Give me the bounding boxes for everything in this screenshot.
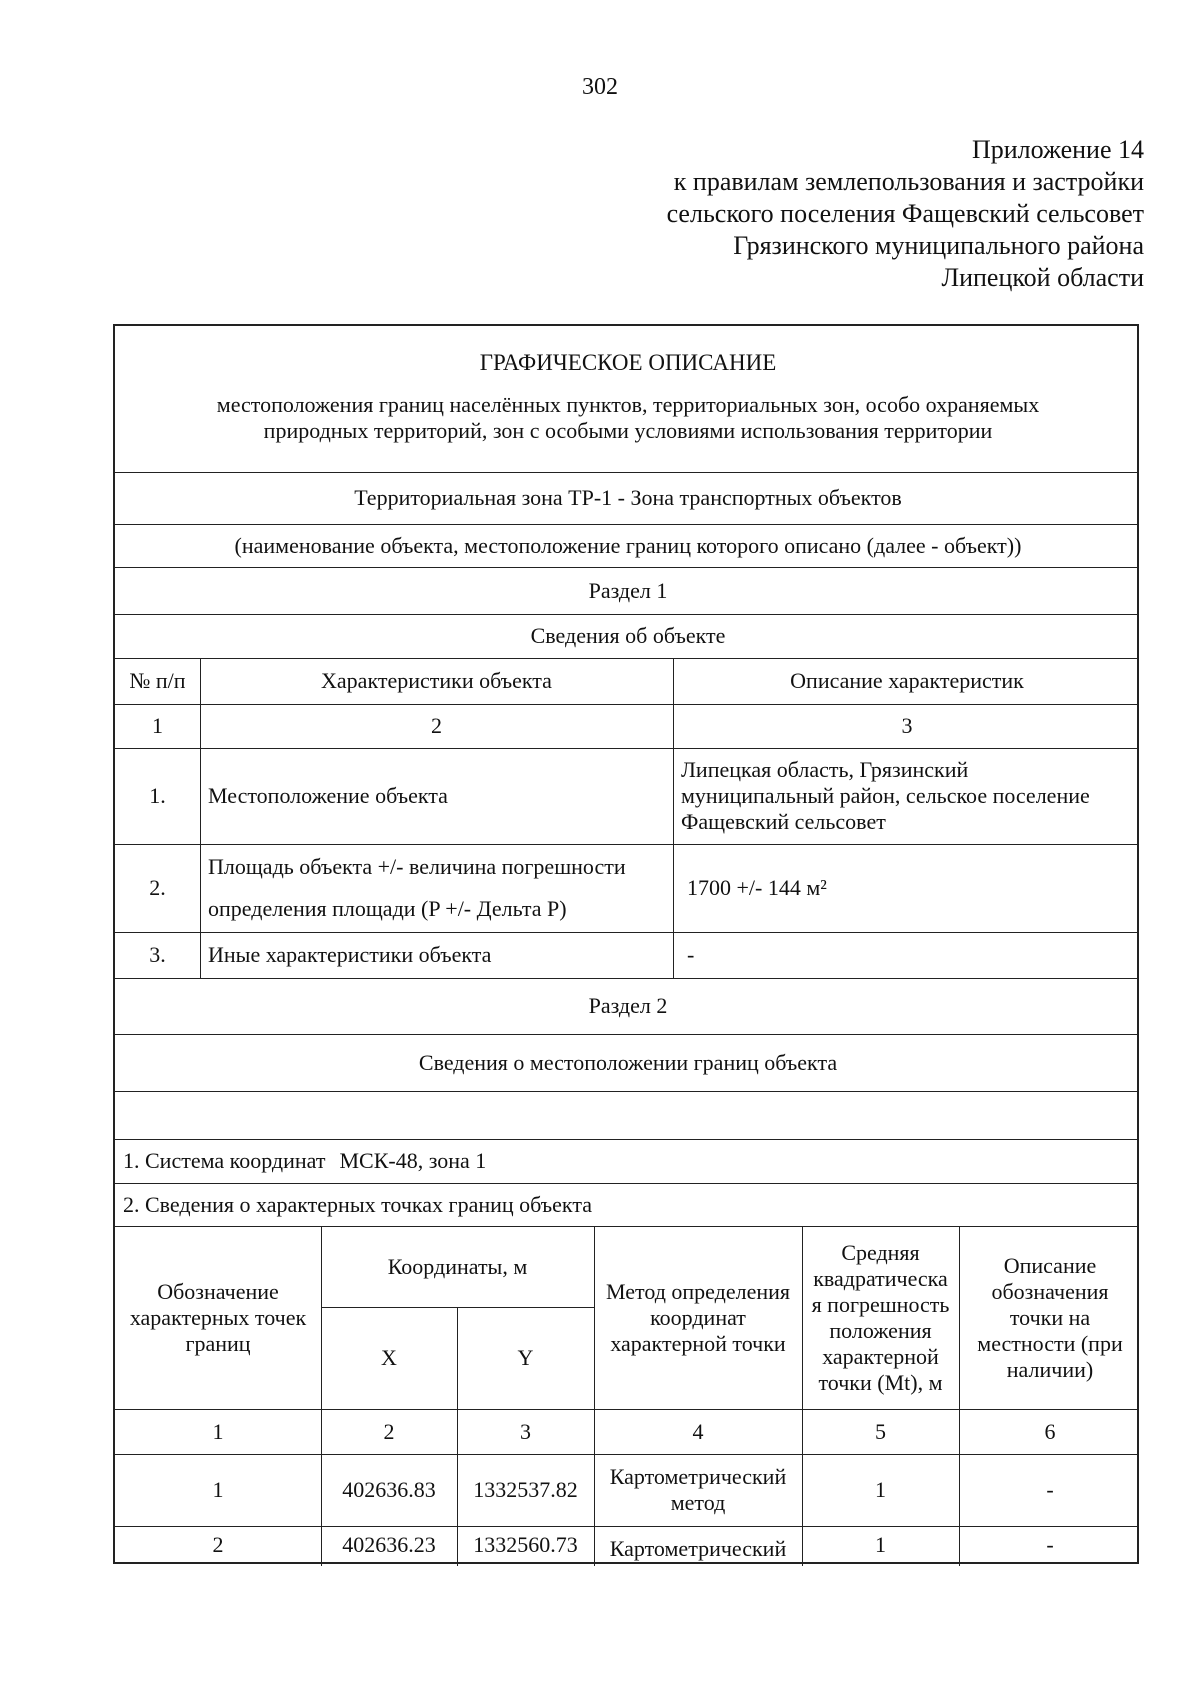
section2-subtitle: Сведения о местоположении границ объекта	[418, 1049, 838, 1075]
section2-title: Раздел 2	[588, 993, 668, 1018]
header-line: я погрешность	[811, 1291, 950, 1317]
appendix-line: Грязинского муниципального района	[733, 231, 1144, 260]
header-line: обозначения	[991, 1278, 1109, 1304]
header-line: Метод определения	[605, 1278, 791, 1304]
row-number: 3.	[149, 942, 166, 967]
header-line: координат	[650, 1304, 746, 1330]
description-line: муниципальный район, сельское поселение	[681, 783, 1090, 808]
header-line: характерных точек	[129, 1304, 307, 1330]
header-line: характерной	[822, 1343, 939, 1369]
col-number: 1	[212, 1418, 224, 1444]
col-header-description: Описание характеристик	[790, 668, 1024, 693]
form-title: ГРАФИЧЕСКОЕ ОПИСАНИЕ	[479, 350, 777, 375]
row-number: 1.	[149, 783, 166, 808]
point-method	[594, 1454, 802, 1526]
section1-subtitle: Сведения об объекте	[530, 623, 726, 648]
point-method: Картометрический	[609, 1536, 787, 1561]
row-description	[673, 748, 1141, 844]
col-header-y: Y	[517, 1345, 534, 1370]
col-number: 2	[383, 1418, 395, 1444]
col-header-characteristics: Характеристики объекта	[321, 668, 552, 693]
row-characteristic: Иные характеристики объекта	[208, 942, 492, 967]
form-subtitle-line: природных территорий, зон с особыми условиями использования территории	[263, 418, 993, 443]
col-number: 5	[875, 1418, 886, 1444]
object-caption: (наименование объекта, местоположение границ которого описано (далее - объект))	[234, 532, 1022, 558]
point-y: 1332560.73	[473, 1532, 578, 1557]
point-mt: 1	[875, 1477, 886, 1502]
point-id: 2	[212, 1532, 224, 1557]
point-id: 1	[212, 1477, 224, 1502]
header-line: квадратическа	[813, 1265, 948, 1291]
object-name: Территориальная зона ТР-1 - Зона транспортных объектов	[354, 485, 902, 510]
page-number: 302	[582, 74, 618, 100]
graphic-description-form	[113, 324, 1139, 1564]
header-line: точки на	[1009, 1304, 1091, 1330]
point-description: -	[1046, 1477, 1054, 1502]
header-line: точки (Mt), м	[818, 1369, 943, 1395]
point-y: 1332537.82	[473, 1477, 578, 1502]
method-line: метод	[670, 1490, 726, 1515]
row-number: 2.	[149, 875, 166, 900]
header-line: Описание	[1003, 1252, 1097, 1278]
col-header-mt	[802, 1226, 959, 1409]
appendix-line: Липецкой области	[941, 263, 1144, 292]
col-header-designation	[115, 1226, 321, 1409]
appendix-block	[667, 134, 1144, 294]
col-header-x: X	[381, 1345, 397, 1370]
col-header-coordinates: Координаты, м	[387, 1253, 528, 1279]
coordinate-system-label: 1. Система координат	[123, 1148, 326, 1173]
point-x: 402636.23	[342, 1532, 436, 1557]
point-mt: 1	[875, 1532, 886, 1557]
col-header-point-description	[959, 1226, 1141, 1409]
col-header-method	[594, 1226, 802, 1409]
characteristic-line: Площадь объекта +/- величина погрешности	[208, 854, 626, 879]
header-line: границ	[185, 1330, 251, 1356]
col-number: 3	[901, 713, 913, 738]
header-line: характерной точки	[610, 1330, 786, 1356]
appendix-line: сельского поселения Фащевский сельсовет	[666, 199, 1144, 228]
coordinate-system-value: МСК-48, зона 1	[339, 1148, 487, 1173]
description-line: Липецкая область, Грязинский	[681, 757, 969, 782]
row-description: 1700 +/- 144 м²	[687, 875, 827, 900]
col-number: 4	[692, 1418, 704, 1444]
form-subtitle-line: местоположения границ населённых пунктов, территориальных зон, особо охраняемых	[216, 392, 1040, 417]
col-number: 6	[1044, 1418, 1056, 1444]
appendix-line: к правилам землепользования и застройки	[673, 167, 1144, 196]
description-line: Фащевский сельсовет	[681, 809, 886, 834]
characteristic-line: определения площади (P +/- Дельта P)	[208, 896, 567, 921]
section1-title: Раздел 1	[588, 577, 668, 603]
points-caption: 2. Сведения о характерных точках границ объекта	[123, 1191, 592, 1217]
row-characteristic	[200, 844, 673, 932]
header-line: местности (при	[977, 1330, 1123, 1356]
point-description: -	[1046, 1532, 1054, 1557]
method-line: Картометрический	[609, 1464, 787, 1489]
header-line: Средняя	[841, 1239, 920, 1265]
coordinate-system	[115, 1139, 715, 1183]
header-line: Обозначение	[157, 1278, 279, 1304]
appendix-line: Приложение 14	[971, 135, 1144, 164]
header-line: положения	[829, 1317, 932, 1343]
col-number: 2	[431, 713, 442, 738]
col-number: 3	[520, 1418, 531, 1444]
header-line: наличии)	[1006, 1356, 1094, 1382]
col-number: 1	[152, 713, 163, 738]
row-characteristic: Местоположение объекта	[208, 783, 448, 808]
row-description: -	[687, 942, 695, 967]
point-x: 402636.83	[342, 1477, 436, 1502]
col-header-number: № п/п	[129, 668, 186, 693]
